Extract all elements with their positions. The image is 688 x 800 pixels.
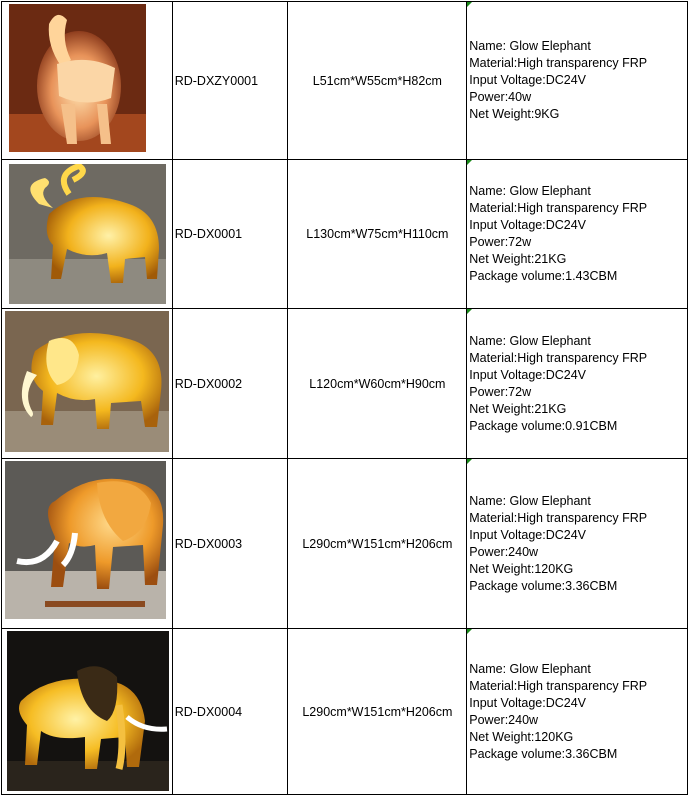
spec-power: Power:240w bbox=[469, 544, 539, 559]
spec-power: Power:72w bbox=[469, 235, 532, 249]
product-photo bbox=[5, 311, 169, 452]
table-row bbox=[2, 459, 688, 629]
spec-material: Material:High transparency FRP bbox=[469, 510, 648, 525]
product-dimensions: L290cm*W151cm*H206cm bbox=[288, 629, 467, 795]
spec-voltage: Input Voltage:DC24V bbox=[469, 218, 587, 232]
spec-name: Name: Glow Elephant bbox=[469, 333, 591, 348]
glow-elephant-image bbox=[9, 164, 166, 304]
glow-elephant-image bbox=[5, 311, 169, 452]
product-dimensions: L130cm*W75cm*H110cm bbox=[288, 160, 467, 309]
product-code: RD-DX0004 bbox=[172, 629, 288, 795]
spec-power: Power:240w bbox=[469, 712, 539, 727]
spec-material: Material:High transparency FRP bbox=[469, 201, 648, 215]
spec-power: Power:72w bbox=[469, 384, 532, 399]
spec-weight: Net Weight:9KG bbox=[469, 107, 560, 121]
product-image-cell bbox=[2, 309, 173, 459]
product-specs bbox=[467, 459, 688, 629]
spec-weight: Net Weight:120KG bbox=[469, 729, 574, 744]
spec-name: Name: Glow Elephant bbox=[469, 184, 591, 198]
product-specs bbox=[467, 160, 688, 309]
spec-name: Name: Glow Elephant bbox=[469, 661, 591, 676]
product-spec-table bbox=[1, 1, 688, 795]
spec-material: Material:High transparency FRP bbox=[469, 350, 648, 365]
spec-name: Name: Glow Elephant bbox=[469, 493, 591, 508]
product-image-cell bbox=[2, 160, 173, 309]
product-dimensions: L120cm*W60cm*H90cm bbox=[288, 309, 467, 459]
spec-package-volume: Package volume:1.43CBM bbox=[469, 269, 618, 283]
product-image-cell bbox=[2, 459, 173, 629]
spec-material: Material:High transparency FRP bbox=[469, 678, 648, 693]
spec-power: Power:40w bbox=[469, 90, 532, 104]
spec-voltage: Input Voltage:DC24V bbox=[469, 527, 587, 542]
spec-voltage: Input Voltage:DC24V bbox=[469, 73, 587, 87]
spec-weight: Net Weight:21KG bbox=[469, 401, 567, 416]
spec-weight: Net Weight:120KG bbox=[469, 561, 574, 576]
spec-weight: Net Weight:21KG bbox=[469, 252, 567, 266]
spec-material: Material:High transparency FRP bbox=[469, 56, 648, 70]
spec-voltage: Input Voltage:DC24V bbox=[469, 367, 587, 382]
spec-package-volume: Package volume:0.91CBM bbox=[469, 418, 618, 433]
product-photo bbox=[5, 461, 166, 619]
table-row bbox=[2, 629, 688, 795]
corner-marker bbox=[467, 160, 472, 165]
product-dimensions: L51cm*W55cm*H82cm bbox=[288, 2, 467, 160]
product-code: RD-DX0003 bbox=[172, 459, 288, 629]
table-row bbox=[2, 160, 688, 309]
product-image-cell bbox=[2, 2, 173, 160]
product-code: RD-DX0001 bbox=[172, 160, 288, 309]
spec-name: Name: Glow Elephant bbox=[469, 39, 591, 53]
table-row bbox=[2, 309, 688, 459]
product-specs bbox=[467, 629, 688, 795]
product-photo bbox=[7, 631, 169, 791]
glow-elephant-image bbox=[7, 631, 169, 791]
glow-elephant-image bbox=[5, 461, 166, 619]
spec-package-volume: Package volume:3.36CBM bbox=[469, 746, 618, 761]
corner-marker bbox=[467, 629, 472, 634]
corner-marker bbox=[467, 309, 472, 314]
glow-elephant-chair-image bbox=[9, 4, 146, 152]
product-specs bbox=[467, 309, 688, 459]
product-code: RD-DXZY0001 bbox=[172, 2, 288, 160]
product-dimensions: L290cm*W151cm*H206cm bbox=[288, 459, 467, 629]
product-specs bbox=[467, 2, 688, 160]
spec-package-volume: Package volume:3.36CBM bbox=[469, 578, 618, 593]
corner-marker bbox=[467, 459, 472, 464]
product-photo bbox=[9, 164, 166, 304]
product-photo bbox=[9, 4, 146, 152]
spec-voltage: Input Voltage:DC24V bbox=[469, 695, 587, 710]
table-row bbox=[2, 2, 688, 160]
product-code: RD-DX0002 bbox=[172, 309, 288, 459]
corner-marker bbox=[467, 2, 472, 7]
product-image-cell bbox=[2, 629, 173, 795]
